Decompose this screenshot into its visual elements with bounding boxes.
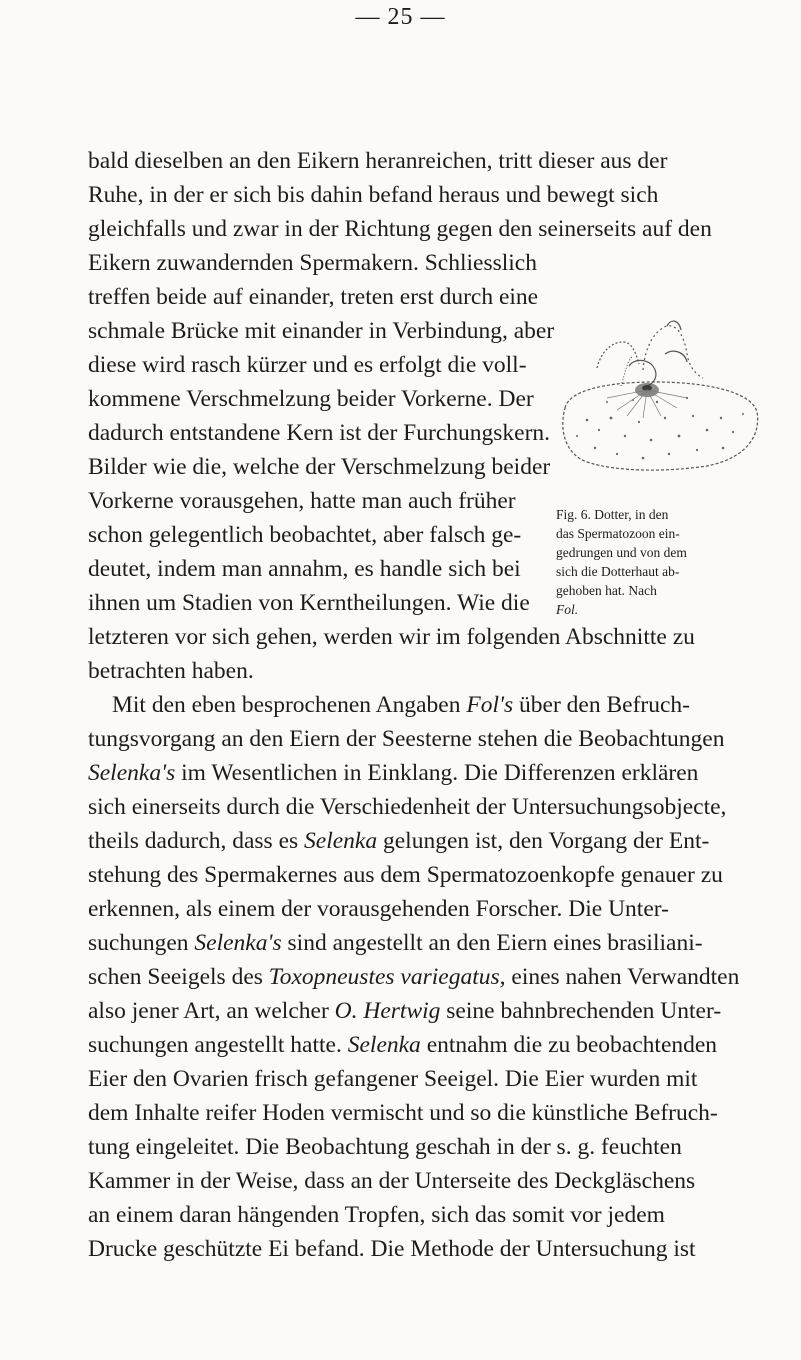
- text-line: schen Seeigels des Toxopneustes variegatus, eines nahen Verwandten: [88, 964, 740, 990]
- text-line: Bilder wie die, welche der Verschmelzung beider: [88, 454, 551, 480]
- caption-line: sich die Dotterhaut ab-: [556, 564, 680, 579]
- text-line: erkennen, als einem der vorausgehenden Forscher. Die Unter-: [88, 896, 669, 922]
- text-line: dadurch entstandene Kern ist der Furchungskern.: [88, 420, 551, 446]
- text-line: tungsvorgang an den Eiern der Seesterne stehen die Beobachtungen: [88, 726, 725, 752]
- caption-line: Fig. 6. Dotter, in den: [556, 507, 669, 522]
- text-line: Eier den Ovarien frisch gefangener Seeigel. Die Eier wurden mit: [88, 1066, 698, 1092]
- figure-caption: [556, 505, 766, 619]
- page-number: — 25 —: [355, 4, 446, 30]
- text-line: deutet, indem man annahm, es handle sich bei: [88, 556, 521, 582]
- text-line: suchungen Selenka's sind angestellt an den Eiern eines brasiliani-: [88, 930, 703, 956]
- text-line: suchungen angestellt hatte. Selenka entnahm die zu beobachtenden: [88, 1032, 718, 1058]
- text-line: treffen beide auf einander, treten erst durch eine: [88, 284, 539, 310]
- text-line: stehung des Spermakernes aus dem Spermatozoenkopfe genauer zu: [88, 862, 723, 888]
- text-line: Eikern zuwandernden Spermakern. Schliesslich: [88, 250, 537, 276]
- text-line: kommene Verschmelzung beider Vorkerne. Der: [88, 386, 534, 412]
- text-line: tung eingeleitet. Die Beobachtung geschah in der s. g. feuchten: [88, 1134, 682, 1160]
- text-line: ihnen um Stadien von Kerntheilungen. Wie die: [88, 590, 530, 616]
- caption-line: gedrungen und von dem: [556, 545, 687, 560]
- text-line: Selenka's im Wesentlichen in Einklang. Die Differenzen erklären: [88, 760, 699, 786]
- text-line: diese wird rasch kürzer und es erfolgt die voll-: [88, 352, 527, 378]
- text-line: Drucke geschützte Ei befand. Die Methode der Untersuchung ist: [88, 1236, 696, 1262]
- text-line: dem Inhalte reifer Hoden vermischt und so die künstliche Befruch-: [88, 1100, 718, 1126]
- caption-line: gehoben hat. Nach Fol.: [556, 583, 657, 617]
- text-line: gleichfalls und zwar in der Richtung gegen den seinerseits auf den: [88, 216, 712, 242]
- text-line: theils dadurch, dass es Selenka gelungen ist, den Vorgang der Ent-: [88, 828, 710, 854]
- text-line: Kammer in der Weise, dass an der Unterseite des Deckgläschens: [88, 1168, 696, 1194]
- egg-illustration: [547, 290, 762, 482]
- text-line: Vorkerne vorausgehen, hatte man auch früher: [88, 488, 516, 514]
- text-line: also jener Art, an welcher O. Hertwig seine bahnbrechenden Unter-: [88, 998, 722, 1024]
- text-line: bald dieselben an den Eikern heranreichen, tritt dieser aus der: [88, 148, 668, 174]
- text-line: letzteren vor sich gehen, werden wir im folgenden Abschnitte zu: [88, 624, 695, 650]
- text-line: betrachten haben.: [88, 658, 254, 684]
- caption-line: das Spermatozoon ein-: [556, 526, 680, 541]
- text-line: an einem daran hängenden Tropfen, sich das somit vor jedem: [88, 1202, 665, 1228]
- text-line: Mit den eben besprochenen Angaben Fol's über den Befruch-: [112, 692, 690, 718]
- text-line: Ruhe, in der er sich bis dahin befand heraus und bewegt sich: [88, 182, 659, 208]
- text-line: schon gelegentlich beobachtet, aber falsch ge-: [88, 522, 522, 548]
- text-line: sich einerseits durch die Verschiedenheit der Untersuchungsobjecte,: [88, 794, 727, 820]
- text-line: schmale Brücke mit einander in Verbindung, aber: [88, 318, 555, 344]
